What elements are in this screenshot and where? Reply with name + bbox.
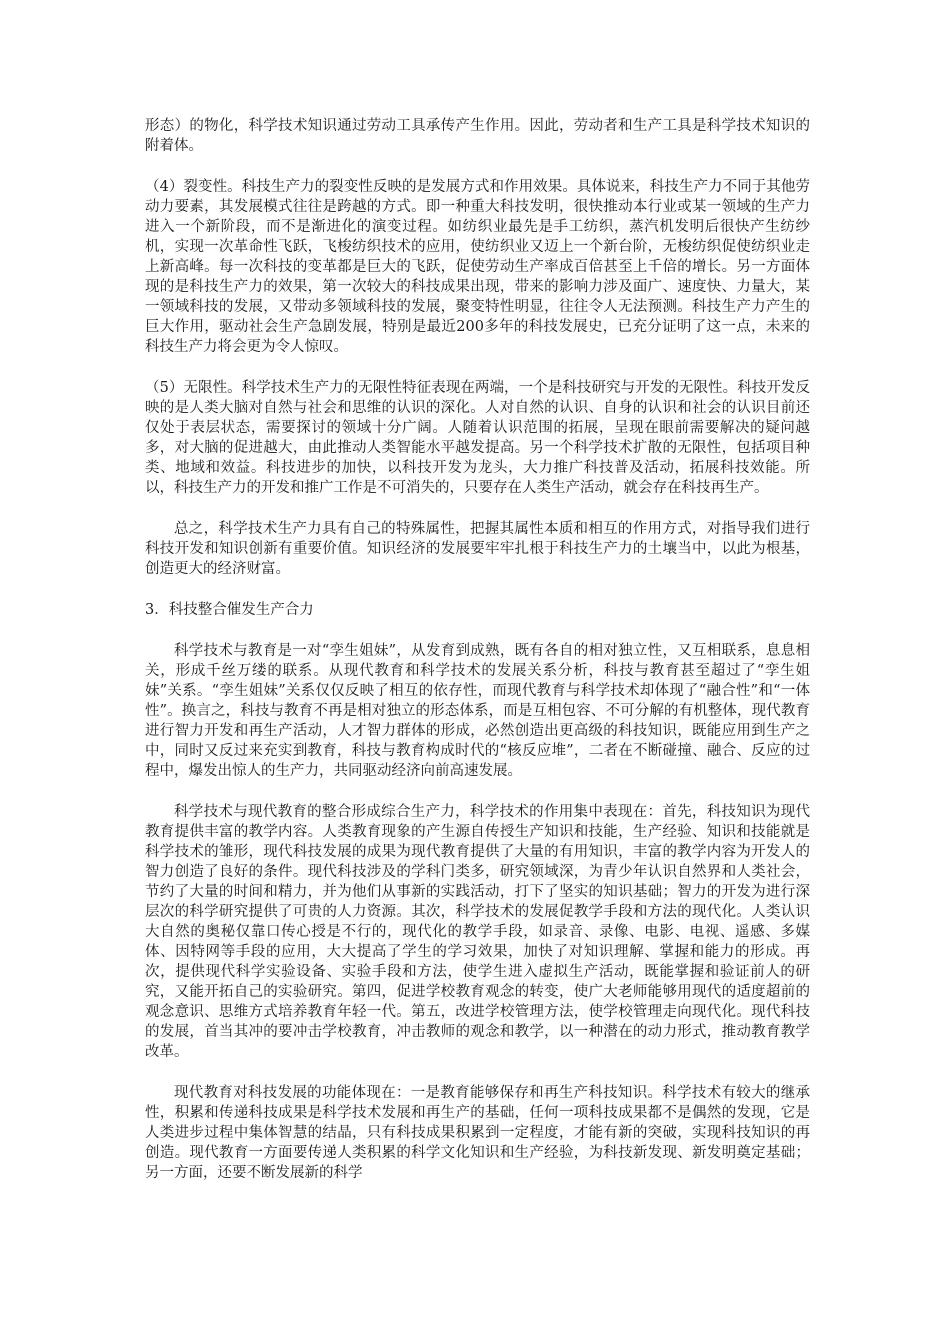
paragraph-1: 形态）的物化，科学技术知识通过劳动工具承传产生作用。因此，劳动者和生产工具是科学技术知识的附着体。	[145, 118, 810, 154]
paragraph-7: 科学技术与现代教育的整合形成综合生产力，科学技术的作用集中表现在：首先，科技知识为现代教育提供丰富的教学内容。人类教育现象的产生源自传授生产知识和技能，生产经验、知识和技能就是科学技术的雏形，现代科技发展的成果为现代教育提供了大量的有用知识，丰富的教学内容为开发人的智力创造了良好的条件。现代科技涉及的学科门类多，研究领域深，为青少年认识自然界和人类社会，节约了大量的时间和精力，并为他们从事新的实践活动，打下了坚实的知识基础；智力的开发为进行深层次的科学研究提供了可贵的人力资源。其次，科学技术的发展促教学手段和方法的现代化。人类认识大自然的奥秘仅靠口传心授是不行的，现代化的教学手段，如录音、录像、电影、电视、遥感、多媒体、因特网等手段的应用，大大提高了学生的学习效果，加快了对知识理解、掌握和能力的形成。再次，提供现代科学实验设备、实验手段和方法，使学生进入虚拟生产活动，既能掌握和验证前人的研究，又能开拓自己的实验研究。第四，促进学校教育观念的转变，使广大老师能够用现代的适度超前的观念意识、思维方式培养教育年轻一代。第五，改进学校管理方法，使学校管理走向现代化。现代科技的发展，首当其冲的要冲击学校教育，冲击教师的观念和教学，以一种潜在的动力形式，推动教育教学改革。	[145, 804, 810, 1060]
paragraph-3: （5）无限性。科学技术生产力的无限性特征表现在两端，一个是科技研究与开发的无限性。科技开发反映的是人类大脑对自然与社会和思维的认识的深化。人对自然的认识、自身的认识和社会的认识目前还仅处于表层状态，需要探讨的领域十分广阔。人随着认识范围的拓展，呈现在眼前需要解决的疑问越多，对大脑的促进越大，由此推动人类智能水平越发提高。另一个科学技术扩散的无限性，包括项目种类、地域和效益。科技进步的加快，以科技开发为龙头，大力推广科技普及活动，拓展科技效能。所以，科技生产力的开发和推广工作是不可消失的，只要存在人类生产活动，就会存在科技再生产。	[145, 380, 810, 496]
document-page	[145, 116, 810, 1204]
paragraph-2: （4）裂变性。科技生产力的裂变性反映的是发展方式和作用效果。具体说来，科技生产力不同于其他劳动力要素，其发展模式往往是跨越的方式。即一种重大科技发明，很快推动本行业或某一领域的生产力进入一个新阶段，而不是渐进化的演变过程。如纺织业最先是手工纺织，蒸汽机发明后很快产生纺纱机，实现一次革命性飞跃，飞梭纺织技术的应用，使纺织业又迈上一个新台阶，无梭纺织促使纺织业走上新高峰。每一次科技的变革都是巨大的飞跃，促使劳动生产率成百倍甚至上千倍的增长。另一方面体现的是科技生产力的效果，第一次较大的科技成果出现，带来的影响力涉及面广、速度快、力量大，某一领域科技的发展，又带动多领域科技的发展，聚变特性明显，往往令人无法预测。科技生产力产生的巨大作用，驱动社会生产急剧发展，特别是最近200多年的科技发展史，已充分证明了这一点，未来的科技生产力将会更为令人惊叹。	[145, 179, 810, 355]
section-heading: 3．科技整合催发生产合力	[145, 602, 314, 618]
paragraph-6: 科学技术与教育是一对“孪生姐妹”，从发育到成熟，既有各自的相对独立性，又互相联系，息息相关，形成千丝万缕的联系。从现代教育和科学技术的发展关系分析，科技与教育甚至超过了“孪生姐妹”关系。“孪生姐妹”关系仅仅反映了相互的依存性，而现代教育与科学技术却体现了“融合性”和“一体性”。换言之，科技与教育不再是相对独立的形态体系，而是互相包容、不可分解的有机整体，现代教育进行智力开发和再生产活动，人才智力群体的形成，必然创造出更高级的科技知识，既能应用到生产之中，同时又反过来充实到教育，科技与教育构成时代的“核反应堆”，二者在不断碰撞、融合、反应的过程中，爆发出惊人的生产力，共同驱动经济向前高速发展。	[145, 643, 810, 779]
paragraph-4: 总之，科学技术生产力具有自己的特殊属性，把握其属性本质和相互的作用方式，对指导我们进行科技开发和知识创新有重要价值。知识经济的发展要牢牢扎根于科技生产力的土壤当中，以此为根基，创造更大的经济财富。	[145, 521, 810, 577]
paragraph-8: 现代教育对科技发展的功能体现在：一是教育能够保存和再生产科技知识。科学技术有较大的继承性，积累和传递科技成果是科学技术发展和再生产的基础，任何一项科技成果都不是偶然的发现，它是人类进步过程中集体智慧的结晶，只有科技成果积累到一定程度，才能有新的突破，实现科技知识的再创造。现代教育一方面要传递人类积累的科学文化知识和生产经验，为科技新发现、新发明奠定基础；另一方面，还要不断发展新的科学	[145, 1085, 810, 1181]
